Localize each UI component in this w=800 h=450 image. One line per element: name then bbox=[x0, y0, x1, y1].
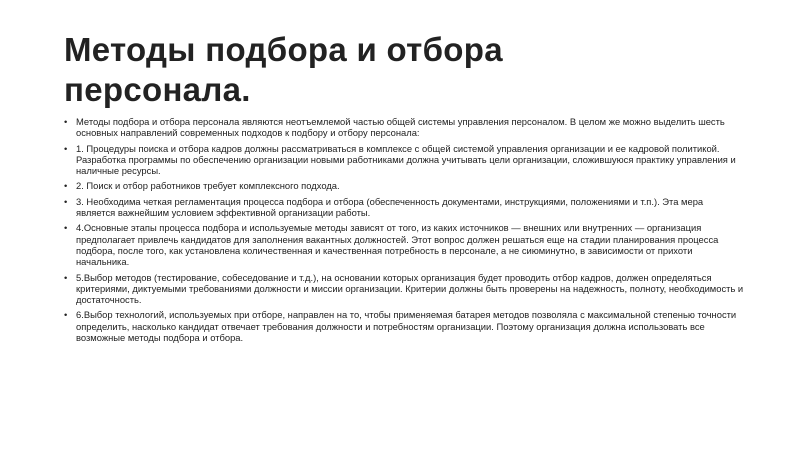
bullet-icon: • bbox=[64, 271, 68, 283]
bullet-icon: • bbox=[64, 222, 68, 234]
list-item bbox=[64, 196, 744, 219]
bullet-icon: • bbox=[64, 180, 68, 192]
list-item bbox=[64, 272, 744, 306]
list-item-text: 4.Основные этапы процесса подбора и используемые методы зависят от того, из каких источников — внешних или внутренних — организация предполагает привлечь кандидатов для заполнения вакантных должностей. Этот вопрос должен решаться еще на стадии планирования процесса подбора, после того, как установлена количественная и качественная потребность в персонале, а не сиюминутно, в зависимости от прихоти начальника. bbox=[76, 222, 719, 268]
list-item bbox=[64, 116, 744, 139]
list-item bbox=[64, 180, 744, 191]
bullet-icon: • bbox=[64, 142, 68, 154]
bullet-icon: • bbox=[64, 195, 68, 207]
list-item-text: 5.Выбор методов (тестирование, собеседование и т.д.), на основании которых организация будет проводить отбор кадров, должен определяться критериями, диктуемыми требованиями должности и миссии организации. Критерии должны быть проверены на надежность, полноту, необходимость и достаточность. bbox=[76, 271, 744, 306]
bullet-list bbox=[64, 116, 744, 347]
bullet-icon: • bbox=[64, 116, 68, 127]
list-item bbox=[64, 143, 744, 177]
list-item-text: Методы подбора и отбора персонала являются неотъемлемой частью общей системы управления персоналом. В целом же можно выделить шесть основных направлений современных подходов к подбору и отбору персонала: bbox=[76, 116, 725, 139]
bullet-icon: • bbox=[64, 309, 68, 321]
list-item-text: 1. Процедуры поиска и отбора кадров должны рассматриваться в комплексе с общей системой управления организации и ее кадровой политикой. Разработка программы по обеспечению организации новыми работниками должна учитывать цели организации, сложившуюся практику управления и наличные ресурсы. bbox=[76, 142, 736, 177]
list-item-text: 2. Поиск и отбор работников требует комплексного подхода. bbox=[76, 180, 340, 192]
list-item-text: 3. Необходима четкая регламентация процесса подбора и отбора (обеспеченность документами, инструкциями, положениями и т.п.). Эта мера является важнейшим условием эффективной организации работы. bbox=[76, 195, 704, 219]
list-item bbox=[64, 222, 744, 267]
slide-title: Методы подбора и отбора персонала. bbox=[64, 31, 503, 108]
list-item-text: 6.Выбор технологий, используемых при отборе, направлен на то, чтобы применяемая батарея методов позволяла с максимальной степенью точности определить, насколько кандидат отвечает требования должности и потребностям организации. Поэтому организация должна использовать все возможные методы подбора и отбора. bbox=[76, 309, 737, 344]
list-item bbox=[64, 309, 744, 343]
